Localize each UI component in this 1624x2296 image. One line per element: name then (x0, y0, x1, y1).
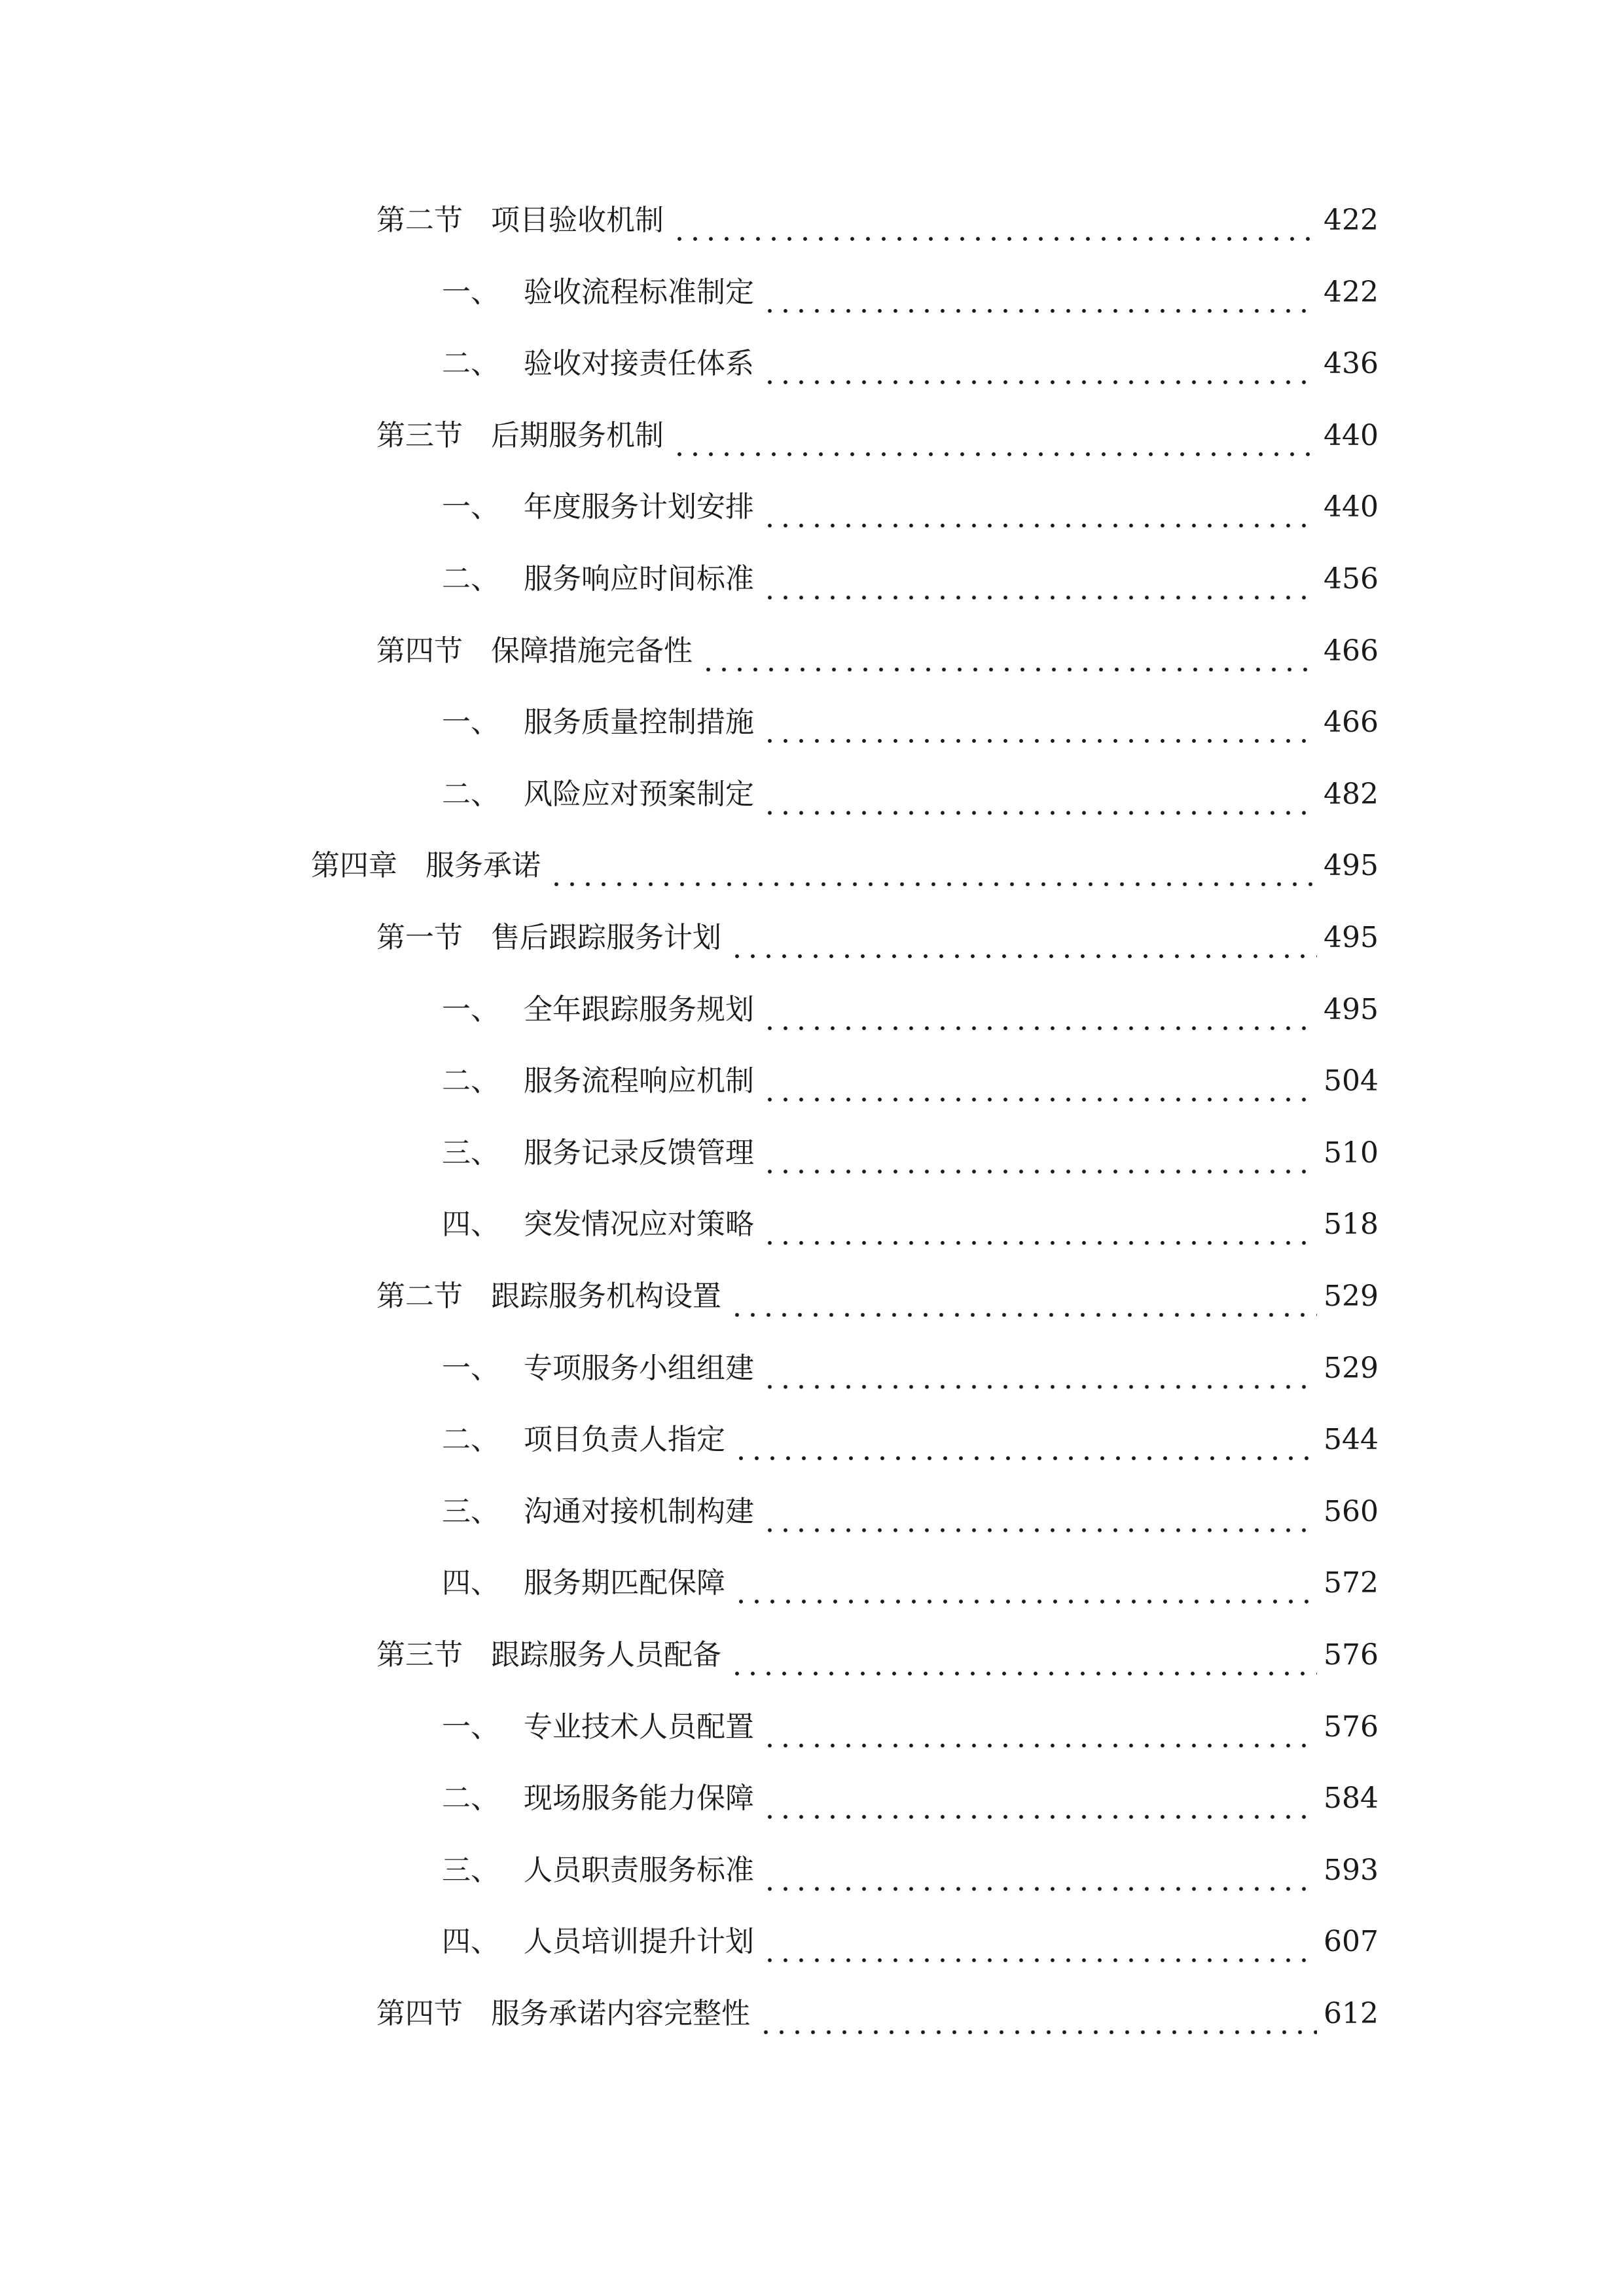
toc-entry-title: 现场服务能力保障 (524, 1782, 754, 1815)
toc-entry-section[interactable] (376, 1629, 1379, 1681)
toc-dot-leader (672, 194, 1317, 247)
toc-entry-number: 第四节 (376, 1997, 463, 2030)
toc-entry-title: 专业技术人员配置 (524, 1710, 754, 1744)
toc-page-number: 440 (1324, 419, 1379, 452)
toc-entry-item[interactable] (442, 553, 1379, 605)
toc-entry-number: 一、 (442, 490, 499, 524)
toc-entry-title: 保障措施完备性 (491, 634, 693, 668)
toc-dot-leader (762, 1127, 1317, 1179)
toc-page-number: 529 (1324, 1280, 1379, 1313)
toc-entry-number: 第三节 (376, 419, 463, 452)
toc-dot-leader (762, 1701, 1317, 1753)
toc-entry-title: 全年跟踪服务规划 (524, 993, 754, 1026)
toc-entry-number: 二、 (442, 347, 499, 380)
toc-entry-item[interactable] (442, 696, 1379, 749)
toc-entry-item[interactable] (442, 1486, 1379, 1538)
toc-entry-number: 一、 (442, 993, 499, 1026)
toc-dot-leader (549, 840, 1317, 892)
toc-entry-number: 二、 (442, 562, 499, 596)
toc-entry-number: 三、 (442, 1495, 499, 1528)
toc-entry-item[interactable] (442, 338, 1379, 390)
toc-page-number: 495 (1324, 921, 1379, 954)
toc-entry-item[interactable] (442, 768, 1379, 821)
toc-dot-leader (762, 1055, 1317, 1107)
toc-entry-section[interactable] (376, 912, 1379, 964)
toc-page-number: 495 (1324, 849, 1379, 882)
toc-page-number: 560 (1324, 1495, 1379, 1528)
toc-dot-leader (729, 1270, 1317, 1323)
toc-page-number: 495 (1324, 993, 1379, 1026)
toc-entry-item[interactable] (442, 1127, 1379, 1179)
toc-entry-number: 一、 (442, 1710, 499, 1744)
toc-entry-number: 二、 (442, 1064, 499, 1098)
toc-entry-title: 服务期匹配保障 (524, 1566, 725, 1600)
toc-entry-number: 四、 (442, 1208, 499, 1241)
toc-entry-title: 服务流程响应机制 (524, 1064, 754, 1098)
toc-entry-item[interactable] (442, 481, 1379, 533)
toc-entry-title: 服务承诺内容完整性 (491, 1997, 750, 2030)
toc-entry-title: 后期服务机制 (491, 419, 664, 452)
toc-entry-section[interactable] (376, 1988, 1379, 2040)
toc-entry-number: 第四节 (376, 634, 463, 668)
toc-page-number: 466 (1324, 706, 1379, 739)
toc-page-number: 510 (1324, 1136, 1379, 1170)
toc-entry-title: 服务记录反馈管理 (524, 1136, 754, 1170)
toc-entry-title: 年度服务计划安排 (524, 490, 754, 524)
toc-dot-leader (762, 1844, 1317, 1897)
toc-entry-number: 第一节 (376, 921, 463, 954)
toc-entry-title: 跟踪服务机构设置 (491, 1280, 721, 1313)
toc-entry-title: 突发情况应对策略 (524, 1208, 754, 1241)
toc-dot-leader (762, 696, 1317, 749)
toc-page-number: 456 (1324, 562, 1379, 596)
toc-entry-title: 沟通对接机制构建 (524, 1495, 754, 1528)
toc-dot-leader (729, 1629, 1317, 1681)
toc-dot-leader (733, 1414, 1317, 1466)
toc-entry-number: 第二节 (376, 204, 463, 237)
toc-entry-item[interactable] (442, 1414, 1379, 1466)
toc-dot-leader (762, 768, 1317, 821)
toc-dot-leader (762, 1198, 1317, 1251)
toc-page-number: 584 (1324, 1782, 1379, 1815)
toc-entry-title: 项目负责人指定 (524, 1423, 725, 1456)
toc-entry-item[interactable] (442, 1844, 1379, 1897)
toc-entry-number: 二、 (442, 1782, 499, 1815)
toc-entry-item[interactable] (442, 1701, 1379, 1753)
toc-entry-item[interactable] (442, 1055, 1379, 1107)
toc-entry-item[interactable] (442, 1772, 1379, 1825)
toc-entry-title: 风险应对预案制定 (524, 778, 754, 811)
toc-page-number: 576 (1324, 1710, 1379, 1744)
toc-page-number: 593 (1324, 1854, 1379, 1887)
toc-page-number: 518 (1324, 1208, 1379, 1241)
toc-entry-section[interactable] (376, 625, 1379, 677)
toc-dot-leader (762, 1916, 1317, 1968)
toc-page-number: 612 (1324, 1997, 1379, 2030)
toc-entry-section[interactable] (376, 194, 1379, 247)
toc-entry-item[interactable] (442, 1557, 1379, 1609)
toc-entry-number: 四、 (442, 1566, 499, 1600)
toc-page-number: 572 (1324, 1566, 1379, 1600)
toc-entry-title: 专项服务小组组建 (524, 1352, 754, 1385)
toc-entry-title: 验收流程标准制定 (524, 276, 754, 309)
toc-entry-number: 一、 (442, 1352, 499, 1385)
toc-entry-section[interactable] (376, 1270, 1379, 1323)
toc-dot-leader (762, 1772, 1317, 1825)
toc-dot-leader (762, 338, 1317, 390)
toc-entry-item[interactable] (442, 1198, 1379, 1251)
toc-page-number: 466 (1324, 634, 1379, 668)
toc-entry-number: 四、 (442, 1925, 499, 1958)
toc-entry-item[interactable] (442, 1916, 1379, 1968)
toc-dot-leader (762, 266, 1317, 319)
toc-entry-number: 第三节 (376, 1638, 463, 1672)
toc-entry-title: 服务响应时间标准 (524, 562, 754, 596)
toc-entry-number: 三、 (442, 1136, 499, 1170)
toc-entry-item[interactable] (442, 1342, 1379, 1395)
toc-dot-leader (762, 553, 1317, 605)
toc-dot-leader (762, 984, 1317, 1036)
toc-entry-number: 二、 (442, 1423, 499, 1456)
toc-entry-number: 第四章 (311, 849, 397, 882)
toc-entry-title: 跟踪服务人员配备 (491, 1638, 721, 1672)
toc-entry-title: 售后跟踪服务计划 (491, 921, 721, 954)
toc-entry-number: 三、 (442, 1854, 499, 1887)
toc-page-number: 544 (1324, 1423, 1379, 1456)
toc-entry-title: 验收对接责任体系 (524, 347, 754, 380)
toc-dot-leader (762, 1342, 1317, 1395)
toc-entry-number: 二、 (442, 778, 499, 811)
toc-dot-leader (733, 1557, 1317, 1609)
toc-dot-leader (762, 1486, 1317, 1538)
toc-page-number: 504 (1324, 1064, 1379, 1098)
toc-entry-title: 服务承诺 (425, 849, 541, 882)
toc-entry-number: 一、 (442, 276, 499, 309)
toc-entry-chapter[interactable] (311, 840, 1379, 892)
toc-dot-leader (700, 625, 1317, 677)
toc-page-number: 440 (1324, 490, 1379, 524)
toc-page-number: 576 (1324, 1638, 1379, 1672)
toc-dot-leader (762, 481, 1317, 533)
toc-entry-title: 服务质量控制措施 (524, 706, 754, 739)
toc-entry-title: 人员培训提升计划 (524, 1925, 754, 1958)
toc-entry-title: 项目验收机制 (491, 204, 664, 237)
toc-entry-number: 第二节 (376, 1280, 463, 1313)
toc-entry-title: 人员职责服务标准 (524, 1854, 754, 1887)
toc-entry-section[interactable] (376, 410, 1379, 462)
toc-page-number: 529 (1324, 1352, 1379, 1385)
toc-page-number: 436 (1324, 347, 1379, 380)
toc-page-number: 422 (1324, 204, 1379, 237)
toc-dot-leader (758, 1988, 1317, 2040)
toc-dot-leader (672, 410, 1317, 462)
toc-page-number: 482 (1324, 778, 1379, 811)
toc-page-number: 607 (1324, 1925, 1379, 1958)
toc-dot-leader (729, 912, 1317, 964)
toc-page-number: 422 (1324, 276, 1379, 309)
toc-entry-item[interactable] (442, 266, 1379, 319)
toc-entry-item[interactable] (442, 984, 1379, 1036)
toc-entry-number: 一、 (442, 706, 499, 739)
